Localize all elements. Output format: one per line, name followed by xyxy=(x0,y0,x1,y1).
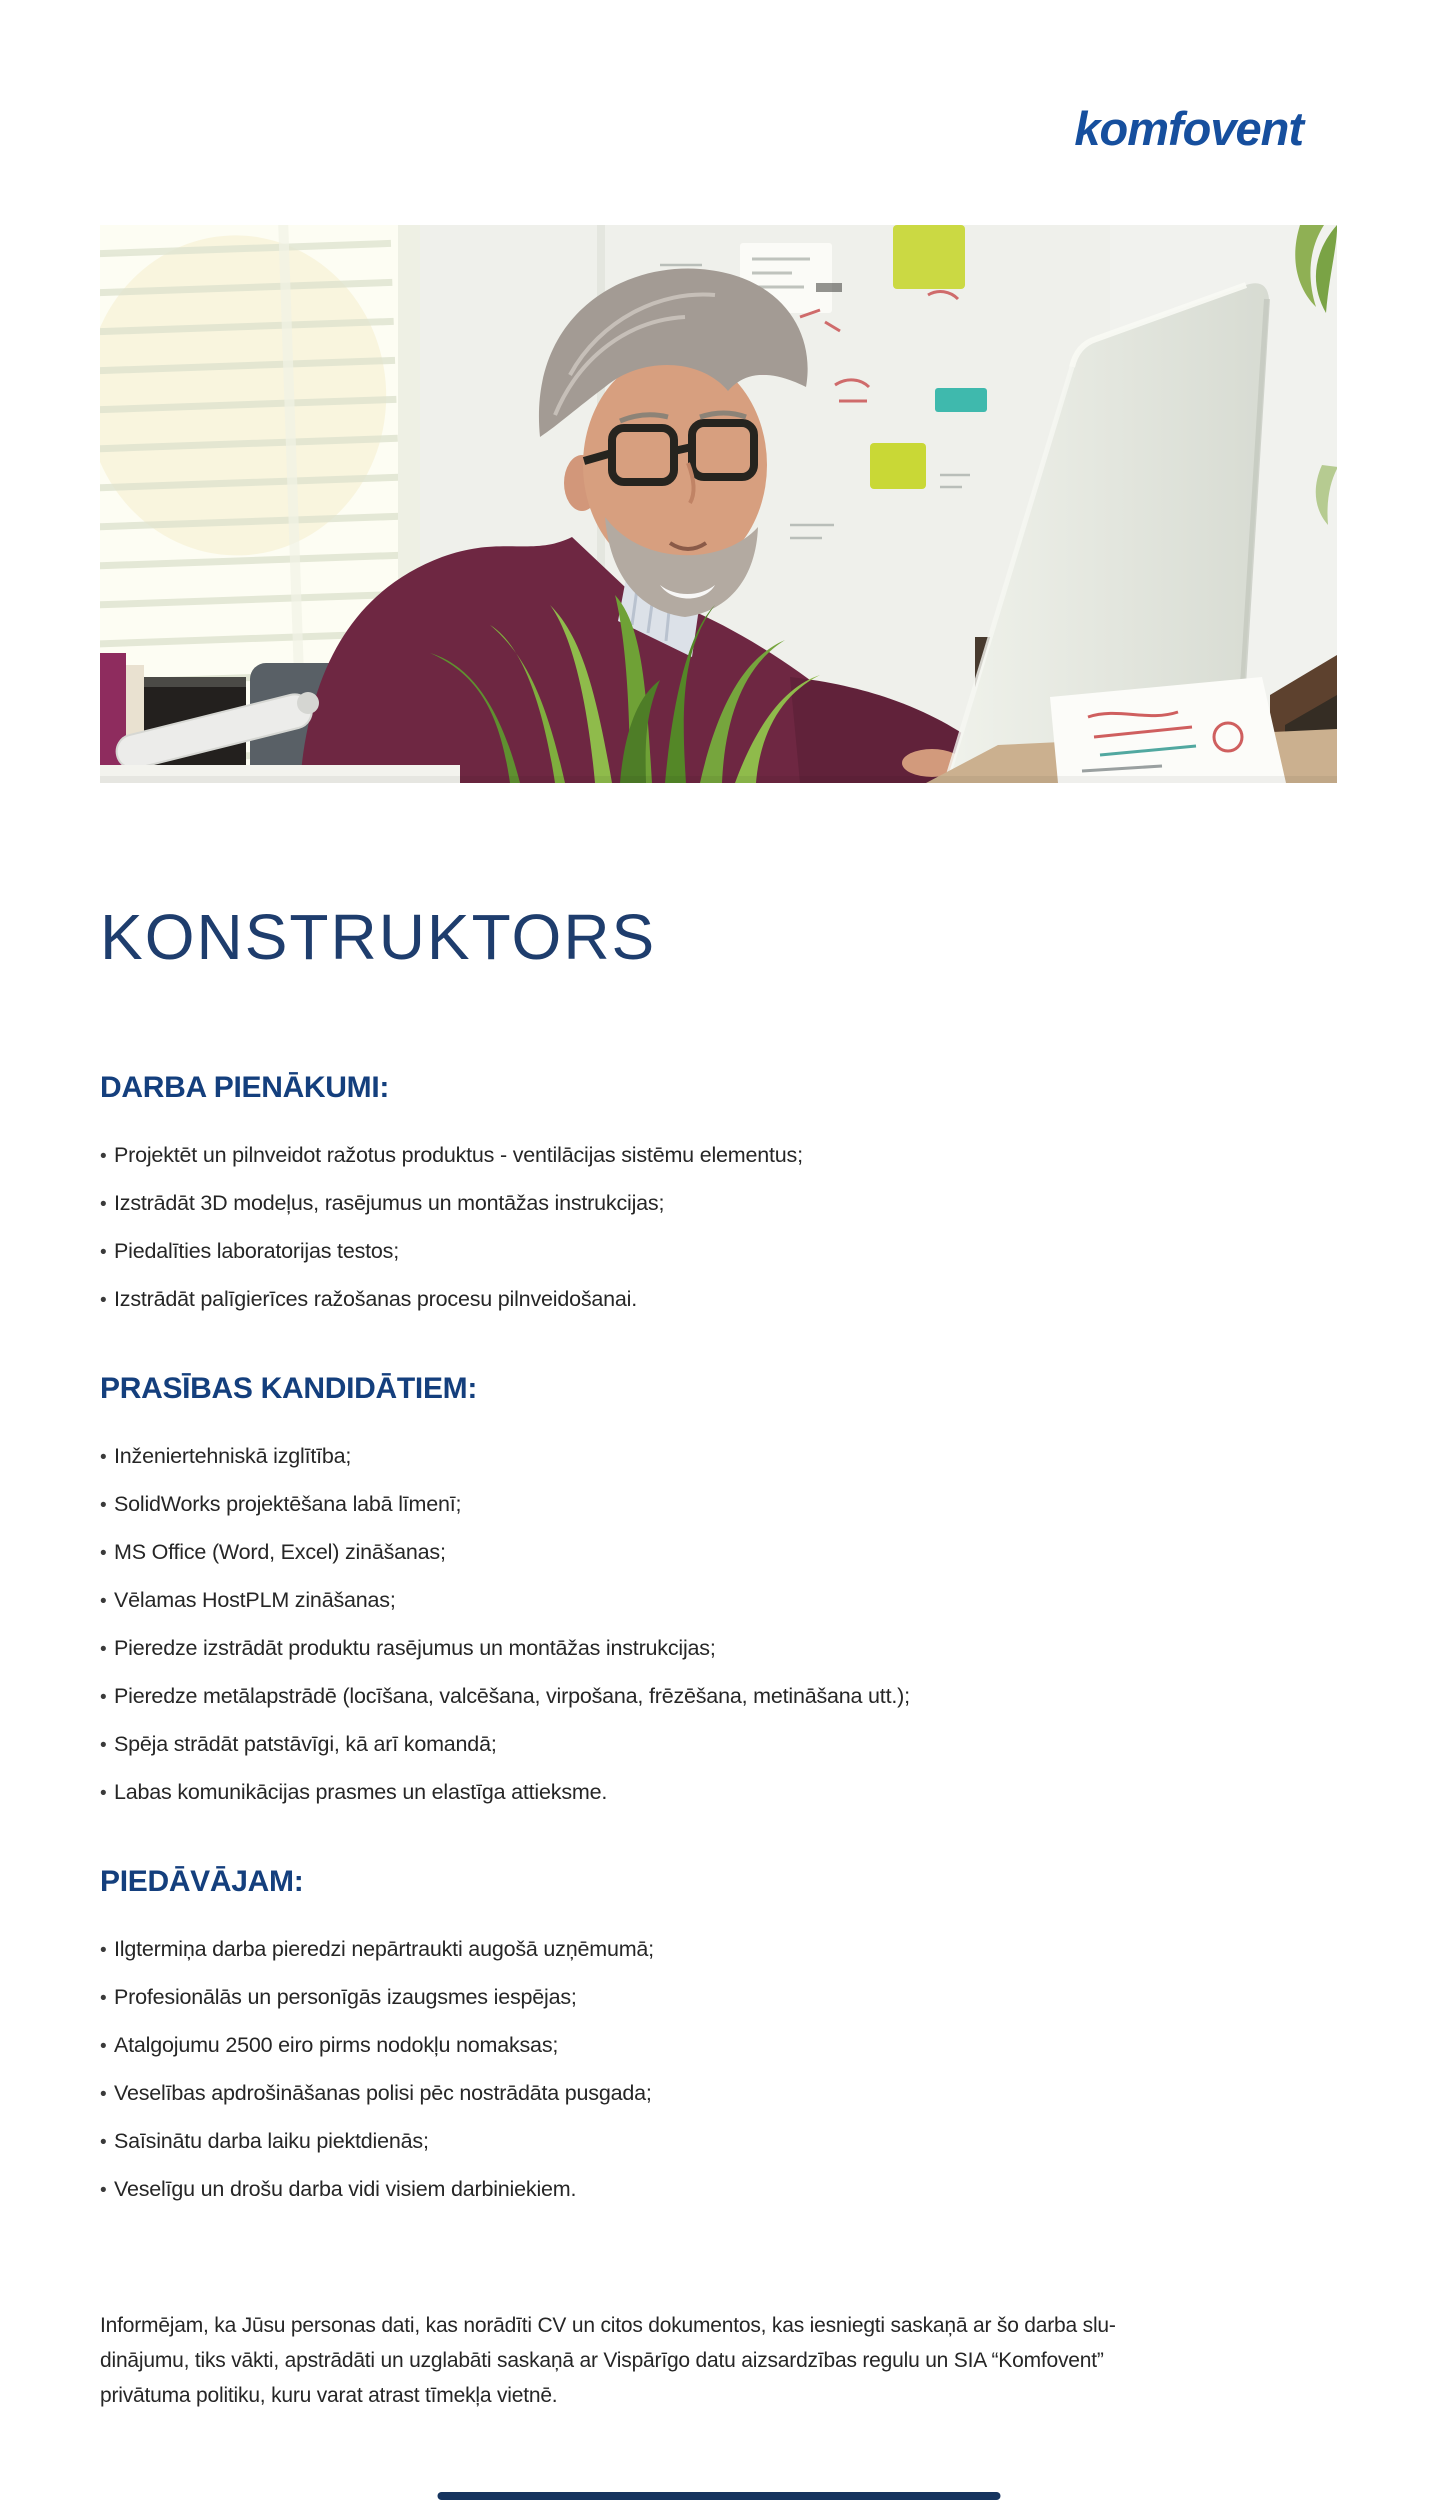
list-item: • MS Office (Word, Excel) zināšanas; xyxy=(100,1529,1337,1577)
page-title: KONSTRUKTORS xyxy=(100,901,657,973)
list-item: • Atalgojumu 2500 eiro pirms nodokļu nomaksas; xyxy=(100,2022,1337,2070)
list-item: • Vēlamas HostPLM zināšanas; xyxy=(100,1577,1337,1625)
bottom-bar xyxy=(437,2492,1000,2500)
header xyxy=(100,102,1337,155)
list-item: • Veselības apdrošināšanas polisi pēc nostrādāta pusgada; xyxy=(100,2070,1337,2118)
offer-list xyxy=(100,1926,1337,2214)
privacy-note-line: Informējam, ka Jūsu personas dati, kas norādīti CV un citos dokumentos, kas iesniegti saskaņā ar šo darba slu- xyxy=(100,2314,1116,2337)
komfovent-logo: komfovent xyxy=(1074,102,1303,155)
list-item: • Inženiertehniskā izglītība; xyxy=(100,1433,1337,1481)
list-item: • Izstrādāt 3D modeļus, rasējumus un montāžas instrukcijas; xyxy=(100,1180,1337,1228)
privacy-note xyxy=(100,2308,1337,2413)
list-item: • Profesionālās un personīgās izaugsmes iespējas; xyxy=(100,1974,1337,2022)
list-item: • Veselīgu un drošu darba vidi visiem darbiniekiem. xyxy=(100,2166,1337,2214)
list-item: • Pieredze metālapstrādē (locīšana, valcēšana, virpošana, frēzēšana, metināšana utt.); xyxy=(100,1673,1337,1721)
list-item: • Spēja strādāt patstāvīgi, kā arī komandā; xyxy=(100,1721,1337,1769)
hero-photo xyxy=(100,225,1337,783)
privacy-note-line: privātuma politiku, kuru varat atrast tīmekļa vietnē. xyxy=(100,2384,558,2407)
list-item: • Labas komunikācijas prasmes un elastīga attieksme. xyxy=(100,1769,1337,1817)
list-item: • Saīsinātu darba laiku piektdienās; xyxy=(100,2118,1337,2166)
list-item: • Ilgtermiņa darba pieredzi nepārtraukti augošā uzņēmumā; xyxy=(100,1926,1337,1974)
requirements-list xyxy=(100,1433,1337,1817)
section-offer xyxy=(100,1864,1337,2214)
section-heading-duties: DARBA PIENĀKUMI: xyxy=(100,1071,390,1104)
list-item: • Pieredze izstrādāt produktu rasējumus un montāžas instrukcijas; xyxy=(100,1625,1337,1673)
privacy-note-line: dinājumu, tiks vākti, apstrādāti un uzglabāti saskaņā ar Vispārīgo datu aizsardzības regulu un SIA “Komfovent” xyxy=(100,2349,1104,2372)
list-item: • SolidWorks projektēšana labā līmenī; xyxy=(100,1481,1337,1529)
section-requirements xyxy=(100,1371,1337,1817)
section-duties xyxy=(100,1070,1337,1324)
duties-list xyxy=(100,1132,1337,1324)
section-heading-requirements: PRASĪBAS KANDIDĀTIEM: xyxy=(100,1372,478,1405)
list-item: • Piedalīties laboratorijas testos; xyxy=(100,1228,1337,1276)
list-item: • Izstrādāt palīgierīces ražošanas procesu pilnveidošanai. xyxy=(100,1276,1337,1324)
section-heading-offer: PIEDĀVĀJAM: xyxy=(100,1865,304,1898)
list-item: • Projektēt un pilnveidot ražotus produktus - ventilācijas sistēmu elementus; xyxy=(100,1132,1337,1180)
